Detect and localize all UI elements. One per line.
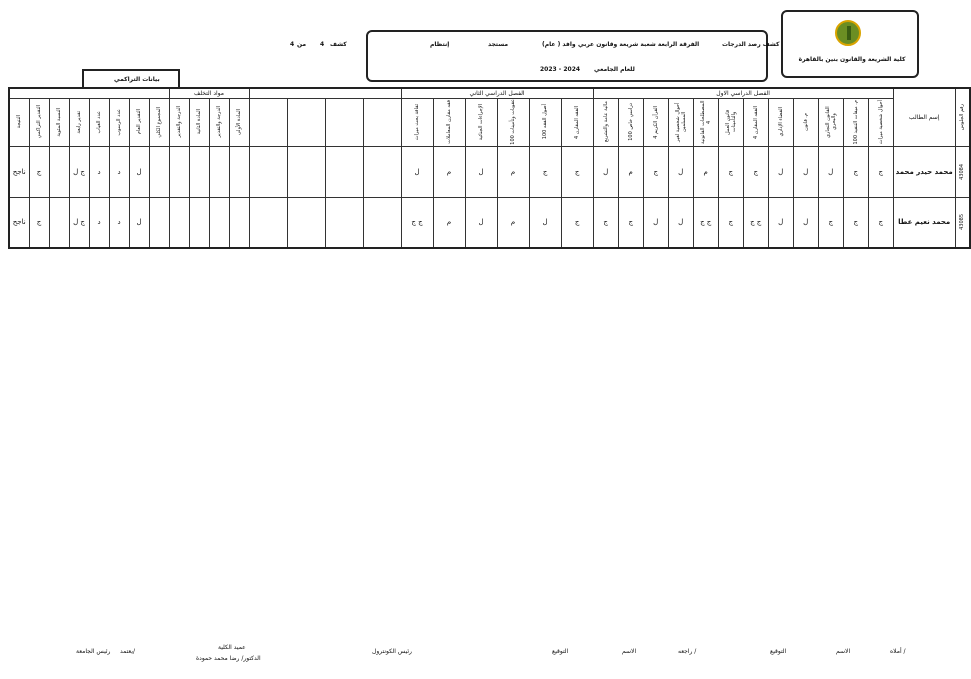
term1-grade: ل bbox=[668, 197, 693, 248]
term1-grade: ل bbox=[593, 146, 618, 197]
table-row bbox=[9, 146, 970, 197]
accum-col-7: التقدير التراكمي bbox=[29, 98, 49, 146]
accum-col-4: عدد الغياب bbox=[89, 98, 109, 146]
term2-grade: م bbox=[433, 197, 465, 248]
of-label: من bbox=[297, 41, 307, 48]
footer-sig-2: التوقيع bbox=[552, 648, 569, 655]
seat-cell bbox=[955, 146, 970, 197]
term1-col-2: م. ميقات التنفيذ 100 bbox=[843, 98, 868, 146]
empty-cell bbox=[169, 197, 189, 248]
footer-president: رئيس الجامعة bbox=[76, 648, 111, 655]
term2-grade: م bbox=[433, 146, 465, 197]
accum-col-8: النتيجة bbox=[9, 98, 29, 146]
term2-col-1: الفقه المقارن 4 bbox=[561, 98, 593, 146]
term1-grade: م bbox=[618, 146, 643, 197]
empty-cell bbox=[249, 197, 287, 248]
sheet-label: كشف رصد الدرجات bbox=[722, 41, 780, 48]
term1-col-1: أحوال شخصية ميراث bbox=[868, 98, 893, 146]
accum-value bbox=[49, 146, 69, 197]
accum-value: ج ل bbox=[69, 197, 89, 248]
of-total: 4 bbox=[290, 41, 295, 48]
term1-grade: ل bbox=[793, 197, 818, 248]
term1-col-10: القرآن الكريم 4 bbox=[643, 98, 668, 146]
term1-grade: ج bbox=[718, 197, 743, 248]
term2-header: الفصل الدراسي الثاني bbox=[401, 88, 593, 98]
term1-col-7: قانون العمل والتأمينات bbox=[718, 98, 743, 146]
term1-grade: ل bbox=[768, 146, 793, 197]
term1-grade: ج bbox=[643, 146, 668, 197]
term1-grade: ل bbox=[793, 146, 818, 197]
accumulative-label: بيانات التراكمي bbox=[114, 76, 160, 83]
term2-col-3: عقوبات وتأمينات 100 bbox=[497, 98, 529, 146]
blank-col-3 bbox=[287, 98, 325, 146]
college-name: كلية الشريعة والقانون بنين بالقاهرة bbox=[798, 56, 906, 63]
term1-header: الفصل الدراسي الاول bbox=[593, 88, 893, 98]
term2-grade: ج bbox=[529, 146, 561, 197]
accum-value: د bbox=[109, 197, 129, 248]
table-row bbox=[9, 197, 970, 248]
accum-group bbox=[9, 88, 169, 98]
accum-value bbox=[149, 197, 169, 248]
term2-grade: ل bbox=[465, 197, 497, 248]
term1-grade: ل bbox=[668, 146, 693, 197]
term2-col-5: فقه مقارن المعاملات bbox=[433, 98, 465, 146]
term2-grade: ل bbox=[529, 197, 561, 248]
term1-col-4: م. قانون bbox=[793, 98, 818, 146]
term2-col-2: أصول الفقه 100 bbox=[529, 98, 561, 146]
term1-col-11: دراسي خاص 100 bbox=[618, 98, 643, 146]
accum-col-3: عدد الرسوب bbox=[109, 98, 129, 146]
accum-col-1: المجموع الكلي bbox=[149, 98, 169, 146]
accum-value: د bbox=[89, 197, 109, 248]
carry-col-1: المادة الأولى bbox=[229, 98, 249, 146]
sheet-no: 4 bbox=[320, 41, 325, 48]
carry-col-3: المادة الثانية bbox=[189, 98, 209, 146]
footer-dean-name: الدكتور/ رضا محمد حمودة bbox=[196, 655, 261, 662]
term1-grade: ج bbox=[593, 197, 618, 248]
term2-col-4: الإجراءات الجنائية bbox=[465, 98, 497, 146]
term2-grade: ل bbox=[465, 146, 497, 197]
empty-cell bbox=[209, 146, 229, 197]
accum-value: ل bbox=[129, 197, 149, 248]
accumulative-box bbox=[82, 69, 180, 89]
term1-col-9: أحوال شخصية لغير المسلمين bbox=[668, 98, 693, 146]
accum-value: ناجح bbox=[9, 146, 29, 197]
footer-approve: يعتمد/ bbox=[120, 648, 136, 655]
term1-grade: ل bbox=[768, 197, 793, 248]
carry-col-4: الدرجة والتقدير bbox=[169, 98, 189, 146]
term1-grade: ج bbox=[843, 197, 868, 248]
empty-cell bbox=[287, 197, 325, 248]
term1-grade: ج bbox=[868, 146, 893, 197]
footer-dean-title: عميد الكلية bbox=[218, 644, 246, 651]
grades-table bbox=[8, 87, 971, 249]
empty-cell bbox=[169, 146, 189, 197]
student-name: محمد حيدر محمد bbox=[893, 146, 955, 197]
academic-year: 2023 - 2024 bbox=[540, 66, 581, 73]
accum-value: ج ل bbox=[69, 146, 89, 197]
college-emblem-icon bbox=[835, 20, 861, 46]
term1-col-12: مالية عامة والتشريع bbox=[593, 98, 618, 146]
term2-grade: م bbox=[497, 197, 529, 248]
cohort-label: الفرقة الرابعة شعبة شريعة وقانون عربي bbox=[578, 41, 700, 48]
term2-grade: ج bbox=[561, 197, 593, 248]
empty-cell bbox=[229, 197, 249, 248]
empty-cell bbox=[229, 146, 249, 197]
term1-col-3: القانون التجاري والبحري bbox=[818, 98, 843, 146]
term1-grade: ج bbox=[718, 146, 743, 197]
term1-grade: ج bbox=[818, 197, 843, 248]
blank-col-4 bbox=[249, 98, 287, 146]
seat-header: رقم الجلوس bbox=[955, 88, 970, 146]
footer-dictation: أملاه / bbox=[890, 648, 906, 655]
empty-cell bbox=[249, 146, 287, 197]
term1-col-8: المصطلحات القانونية 4 bbox=[693, 98, 718, 146]
term1-grade: ج ج bbox=[693, 197, 718, 248]
accum-value: د bbox=[109, 146, 129, 197]
footer-sig-1: التوقيع bbox=[770, 648, 787, 655]
term1-grade: ل bbox=[818, 146, 843, 197]
empty-cell bbox=[325, 197, 363, 248]
term1-col-6: الفقه المقارن 4 bbox=[743, 98, 768, 146]
empty-cell bbox=[189, 197, 209, 248]
term1-grade: ج bbox=[743, 146, 768, 197]
term2-grade: ج bbox=[561, 146, 593, 197]
sheet-no-label: كشف bbox=[330, 41, 347, 48]
accum-col-2: التقدير العام bbox=[129, 98, 149, 146]
sheet-title-box bbox=[366, 30, 780, 82]
empty-cell bbox=[363, 197, 401, 248]
college-logo-box bbox=[781, 10, 919, 78]
empty-cell bbox=[287, 146, 325, 197]
student-name: محمد نعيم عطا bbox=[893, 197, 955, 248]
blank-col-1 bbox=[363, 98, 401, 146]
accum-value: ناجح bbox=[9, 197, 29, 248]
enrollment-label: مستجد bbox=[488, 41, 509, 48]
term1-grade: ل bbox=[643, 197, 668, 248]
accum-col-6: النسبة المئوية bbox=[49, 98, 69, 146]
accum-col-5: تقدير رابعة bbox=[69, 98, 89, 146]
empty-cell bbox=[189, 146, 209, 197]
term1-grade: ج bbox=[868, 197, 893, 248]
term2-grade: م bbox=[497, 146, 529, 197]
attendance-label: إنتظام bbox=[430, 41, 450, 48]
term1-grade: ج bbox=[843, 146, 868, 197]
term2-grade: ل bbox=[401, 146, 433, 197]
seat-cell bbox=[955, 197, 970, 248]
empty-cell bbox=[363, 146, 401, 197]
footer-control-head: رئيس الكونترول bbox=[372, 648, 412, 655]
accum-value: ج bbox=[29, 146, 49, 197]
term2-grade: ج ج bbox=[401, 197, 433, 248]
academic-year-label: للعام الجامعي bbox=[594, 66, 635, 73]
blank-col-2 bbox=[325, 98, 363, 146]
accum-value bbox=[49, 197, 69, 248]
accum-value: ل bbox=[129, 146, 149, 197]
footer-name-1: الاسم bbox=[836, 648, 851, 655]
term1-grade: ج ج bbox=[743, 197, 768, 248]
term1-col-5: القضاء الإداري bbox=[768, 98, 793, 146]
status-label: (عام ) وافد bbox=[542, 41, 576, 48]
empty-cell bbox=[325, 146, 363, 197]
accum-value: ج bbox=[29, 197, 49, 248]
empty-group bbox=[249, 88, 401, 98]
footer-name-2: الاسم bbox=[622, 648, 637, 655]
empty-cell bbox=[209, 197, 229, 248]
seat-number: 43085 bbox=[959, 214, 966, 231]
carry-header: مواد التخلف bbox=[169, 88, 249, 98]
term2-col-6: ثقافة بحث ميراث bbox=[401, 98, 433, 146]
accum-value: د bbox=[89, 146, 109, 197]
term1-grade: م bbox=[693, 146, 718, 197]
name-header: إسم الطالب bbox=[893, 88, 955, 146]
seat-number: 43084 bbox=[959, 163, 966, 180]
accum-value bbox=[149, 146, 169, 197]
term1-grade: ج bbox=[618, 197, 643, 248]
footer-review: راجعه / bbox=[678, 648, 697, 655]
carry-col-2: الدرجة والتقدير bbox=[209, 98, 229, 146]
